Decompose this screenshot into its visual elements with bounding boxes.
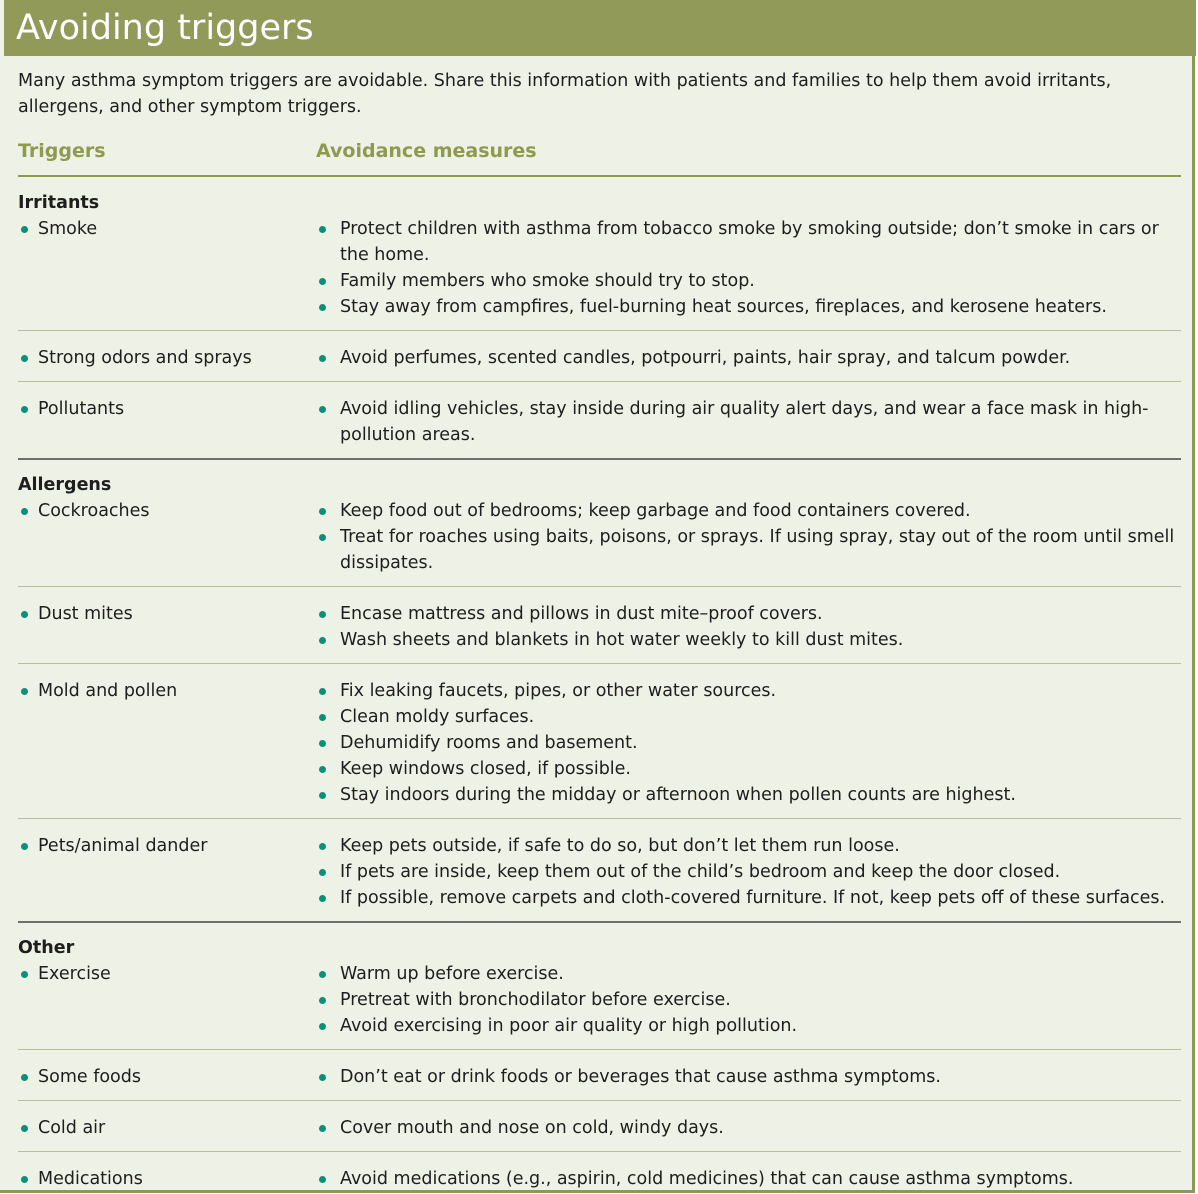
measures-list: [316, 1064, 1181, 1090]
measure-item: Avoid exercising in poor air quality or high pollution.: [316, 1013, 1181, 1039]
measures-column-header: Avoidance measures: [316, 140, 537, 162]
trigger-row: [18, 396, 1181, 448]
trigger-label: Mold and pollen: [18, 678, 316, 808]
group-title: Other: [18, 938, 75, 958]
trigger-label: Some foods: [18, 1064, 316, 1090]
measures-list: [316, 601, 1181, 653]
measure-item: Fix leaking faucets, pipes, or other water sources.: [316, 678, 1181, 704]
page-title: Avoiding triggers: [4, 0, 1196, 56]
row-divider: [18, 1100, 1181, 1101]
measure-item: Dehumidify rooms and basement.: [316, 730, 1181, 756]
row-divider: [18, 330, 1181, 331]
trigger-label: Dust mites: [18, 601, 316, 653]
measure-item: If pets are inside, keep them out of the child’s bedroom and keep the door closed.: [316, 859, 1181, 885]
trigger-label: Smoke: [18, 216, 316, 320]
measures-list: [316, 396, 1181, 448]
trigger-row: [18, 961, 1181, 1039]
trigger-row: [18, 1166, 1181, 1192]
intro-text: Many asthma symptom triggers are avoidable. Share this information with patients and families to help them avoid irritants, allergens, and other symptom triggers.: [18, 71, 1112, 117]
measure-item: Protect children with asthma from tobacco smoke by smoking outside; don’t smoke in cars or the home.: [316, 216, 1181, 268]
trigger-label: Pollutants: [18, 396, 316, 448]
group-divider: [18, 458, 1181, 460]
measures-list: [316, 498, 1181, 576]
triggers-column-header: Triggers: [18, 140, 106, 162]
measures-list: [316, 833, 1181, 911]
measure-item: Keep pets outside, if safe to do so, but don’t let them run loose.: [316, 833, 1181, 859]
trigger-row: [18, 601, 1181, 653]
measure-item: Warm up before exercise.: [316, 961, 1181, 987]
triggers-table: [18, 190, 1181, 1192]
measure-item: Don’t eat or drink foods or beverages that cause asthma symptoms.: [316, 1064, 1181, 1090]
trigger-label: Exercise: [18, 961, 316, 1039]
trigger-label: Medications: [18, 1166, 316, 1192]
trigger-row: [18, 833, 1181, 911]
measures-list: [316, 678, 1181, 808]
trigger-label: Strong odors and sprays: [18, 345, 316, 371]
measures-list: [316, 216, 1181, 320]
measure-item: Avoid idling vehicles, stay inside during air quality alert days, and wear a face mask in high-pollution areas.: [316, 396, 1181, 448]
trigger-row: [18, 1064, 1181, 1090]
header-divider: [18, 175, 1181, 177]
trigger-label: Cold air: [18, 1115, 316, 1141]
measure-item: Family members who smoke should try to stop.: [316, 268, 1181, 294]
measure-item: Avoid perfumes, scented candles, potpourri, paints, hair spray, and talcum powder.: [316, 345, 1181, 371]
measure-item: Stay indoors during the midday or afternoon when pollen counts are highest.: [316, 782, 1181, 808]
measures-list: [316, 1166, 1181, 1192]
measure-item: Encase mattress and pillows in dust mite–proof covers.: [316, 601, 1181, 627]
row-divider: [18, 1049, 1181, 1050]
row-divider: [18, 818, 1181, 819]
trigger-row: [18, 216, 1181, 320]
row-divider: [18, 381, 1181, 382]
row-divider: [18, 1151, 1181, 1152]
measure-item: Clean moldy surfaces.: [316, 704, 1181, 730]
measures-list: [316, 961, 1181, 1039]
trigger-label: Pets/animal dander: [18, 833, 316, 911]
measures-list: [316, 1115, 1181, 1141]
group-divider: [18, 921, 1181, 923]
measures-list: [316, 345, 1181, 371]
group-title: Allergens: [18, 475, 112, 495]
trigger-label: Cockroaches: [18, 498, 316, 576]
measure-item: Stay away from campfires, fuel-burning heat sources, fireplaces, and kerosene heaters.: [316, 294, 1181, 320]
group-title: Irritants: [18, 193, 100, 213]
trigger-row: [18, 1115, 1181, 1141]
row-divider: [18, 586, 1181, 587]
measure-item: Wash sheets and blankets in hot water weekly to kill dust mites.: [316, 627, 1181, 653]
measure-item: Pretreat with bronchodilator before exercise.: [316, 987, 1181, 1013]
measure-item: If possible, remove carpets and cloth-covered furniture. If not, keep pets off of these surfaces.: [316, 885, 1181, 911]
row-divider: [18, 663, 1181, 664]
trigger-row: [18, 678, 1181, 808]
measure-item: Treat for roaches using baits, poisons, or sprays. If using spray, stay out of the room until smell dissipates.: [316, 524, 1181, 576]
trigger-row: [18, 345, 1181, 371]
measure-item: Avoid medications (e.g., aspirin, cold medicines) that can cause asthma symptoms.: [316, 1166, 1181, 1192]
measure-item: Cover mouth and nose on cold, windy days.: [316, 1115, 1181, 1141]
measure-item: Keep food out of bedrooms; keep garbage and food containers covered.: [316, 498, 1181, 524]
measure-item: Keep windows closed, if possible.: [316, 756, 1181, 782]
trigger-row: [18, 498, 1181, 576]
